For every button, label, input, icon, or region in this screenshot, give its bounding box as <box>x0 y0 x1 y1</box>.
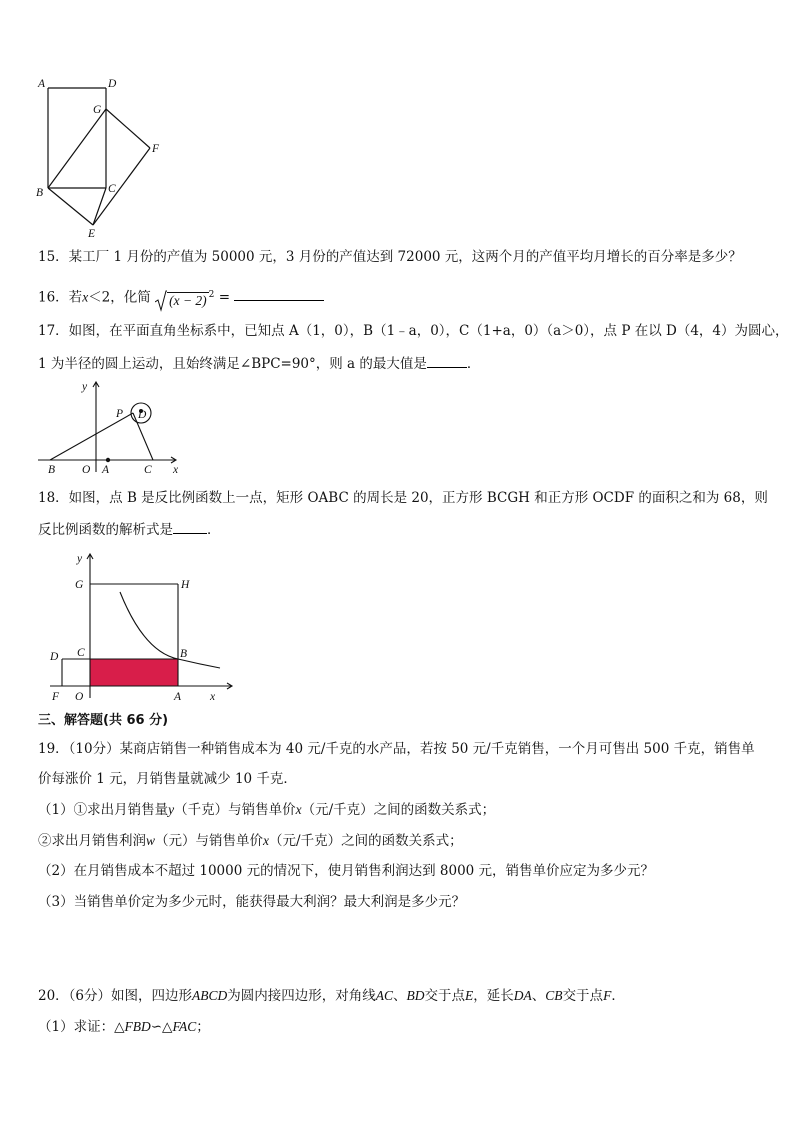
q20-v1: ABCD <box>192 988 228 1003</box>
label-C: C <box>108 183 116 195</box>
q19-p1a-mid: （千克）与销售单价 <box>174 802 296 818</box>
q19-line1-text: 19．（10分）某商店销售一种销售成本为 40 元/千克的水产品，若按 50 元/千克销售，一个月可售出 500 千克，销售单 <box>38 741 755 757</box>
section-title <box>38 712 168 730</box>
question-19-part2 <box>38 862 654 880</box>
label-F: F <box>152 143 160 155</box>
label-O: O <box>75 691 84 703</box>
label-B: B <box>36 187 44 199</box>
question-17-line1 <box>38 322 789 340</box>
label-x: x <box>210 691 216 703</box>
q20-v6: CB <box>545 988 563 1003</box>
q19-p1a-post: （元/千克）之间的函数关系式； <box>301 802 496 818</box>
question-19-part1a <box>38 801 495 819</box>
label-y: y <box>77 553 83 565</box>
figure-reciprocal-function <box>44 548 244 706</box>
sqrt-inner: (x − 2) <box>169 292 207 308</box>
q19-var-x: x <box>295 802 302 817</box>
q19-line2-text: 价每涨价 1 元，月销售量就减少 10 千克． <box>38 771 297 787</box>
q18-line1-text: 18．如图，点 B 是反比例函数上一点，矩形 OABC 的周长是 20，正方形 BCGH 和正方形 OCDF 的面积之和为 68，则 <box>38 490 768 506</box>
question-20-part1 <box>38 1018 210 1036</box>
label-D: D <box>50 651 59 663</box>
label-B: B <box>180 648 188 660</box>
q20-p1-end: ； <box>196 1019 210 1035</box>
label-G: G <box>93 104 102 116</box>
rectangle-oabc-fill <box>90 659 178 686</box>
q16-var: x <box>82 289 89 305</box>
q20-t3: 交于点 <box>424 988 466 1004</box>
q19-var-x2: x <box>263 833 270 848</box>
question-19-line1 <box>38 740 755 758</box>
q19-p1b-post: （元/千克）之间的函数关系式； <box>269 833 463 849</box>
q19-p1a-pre: （1）①求出月销售量 <box>38 802 169 818</box>
question-19-part3 <box>38 893 465 911</box>
q16-eq: = <box>214 289 235 306</box>
question-18-line1 <box>38 489 768 507</box>
answer-blank-17[interactable] <box>427 355 467 368</box>
label-y: y <box>82 381 88 393</box>
question-15-text: 15．某工厂 1 月份的产值为 50000 元，3 月份的产值达到 72000 元，这两个月的产值平均月增长的百分率是多少？ <box>38 249 742 265</box>
q20-t1: 为圆内接四边形，对角线 <box>227 988 376 1004</box>
question-16 <box>38 284 324 312</box>
q20-p1-pre: （1）求证：△ <box>38 1019 125 1035</box>
label-C: C <box>144 464 152 476</box>
label-D: D <box>138 409 147 421</box>
q20-t4: ，延长 <box>473 988 514 1004</box>
q20-v4: E <box>465 988 474 1003</box>
label-A: A <box>102 464 110 476</box>
q20-t5: 、 <box>531 988 546 1004</box>
q19-var-y: y <box>168 802 175 817</box>
q20-t6: 交于点 <box>562 988 604 1004</box>
question-17-line2 <box>38 355 480 373</box>
label-H: H <box>181 579 190 591</box>
q16-cond: ＜2，化简 <box>88 289 151 306</box>
q20-v7: F <box>603 988 612 1003</box>
sqrt-sign-icon <box>155 290 167 312</box>
label-A: A <box>174 691 182 703</box>
q20-p1-sim: ∽△ <box>150 1019 173 1035</box>
q20-p1-v2: FAC <box>172 1019 197 1034</box>
q17-line2-end: ． <box>466 356 481 372</box>
label-P: P <box>116 408 124 420</box>
q20-pre: 20．（6分）如图，四边形 <box>38 988 193 1004</box>
q19-p1b-pre: ②求出月销售利润 <box>38 833 146 849</box>
q20-v2: AC <box>375 988 394 1003</box>
q18-line2-end: ． <box>207 522 221 538</box>
q20-p1-v1: FBD <box>124 1019 151 1034</box>
label-x: x <box>173 464 179 476</box>
question-19-line2 <box>38 770 297 788</box>
question-15 <box>38 248 742 266</box>
sqrt-exponent: 2 <box>208 290 215 300</box>
figure-square-triangle <box>30 74 170 244</box>
question-20-line1 <box>38 987 625 1005</box>
label-B: B <box>48 464 56 476</box>
question-19-part1b <box>38 832 463 850</box>
q20-v5: DA <box>513 988 532 1003</box>
label-D: D <box>108 78 117 90</box>
q19-var-w: w <box>146 833 156 848</box>
answer-blank-16[interactable] <box>234 286 324 301</box>
q20-t2: 、 <box>393 988 407 1004</box>
q18-line2-text: 反比例函数的解析式是 <box>38 522 173 538</box>
question-18-line2 <box>38 521 221 539</box>
q20-v3: BD <box>406 988 425 1003</box>
label-C: C <box>77 647 85 659</box>
q19-p1b-mid: （元）与销售单价 <box>155 833 264 849</box>
label-O: O <box>82 464 91 476</box>
section-title-text: 三、解答题(共 66 分) <box>38 713 169 728</box>
sqrt-expression <box>155 284 214 312</box>
q17-line1-text: 17．如图，在平面直角坐标系中，已知点 A（1，0），B（1﹣a，0），C（1+a，0）（a＞0），点 P 在以 D（4，4）为圆心， <box>38 323 789 339</box>
label-G: G <box>75 579 84 591</box>
q20-t7: ． <box>611 988 625 1004</box>
q17-line2-text: 1 为半径的圆上运动，且始终满足∠BPC=90°，则 a 的最大值是 <box>38 356 427 372</box>
q16-prefix: 16．若 <box>38 289 83 306</box>
label-E: E <box>88 228 96 240</box>
label-F: F <box>52 691 60 703</box>
q19-p3-text: （3）当销售单价定为多少元时，能获得最大利润？最大利润是多少元？ <box>38 894 466 910</box>
q19-p2-text: （2）在月销售成本不超过 10000 元的情况下，使月销售利润达到 8000 元，销售单价应定为多少元？ <box>38 863 655 879</box>
label-A: A <box>38 78 46 90</box>
answer-blank-18[interactable] <box>173 521 207 534</box>
figure-coordinate-circle <box>36 376 196 476</box>
